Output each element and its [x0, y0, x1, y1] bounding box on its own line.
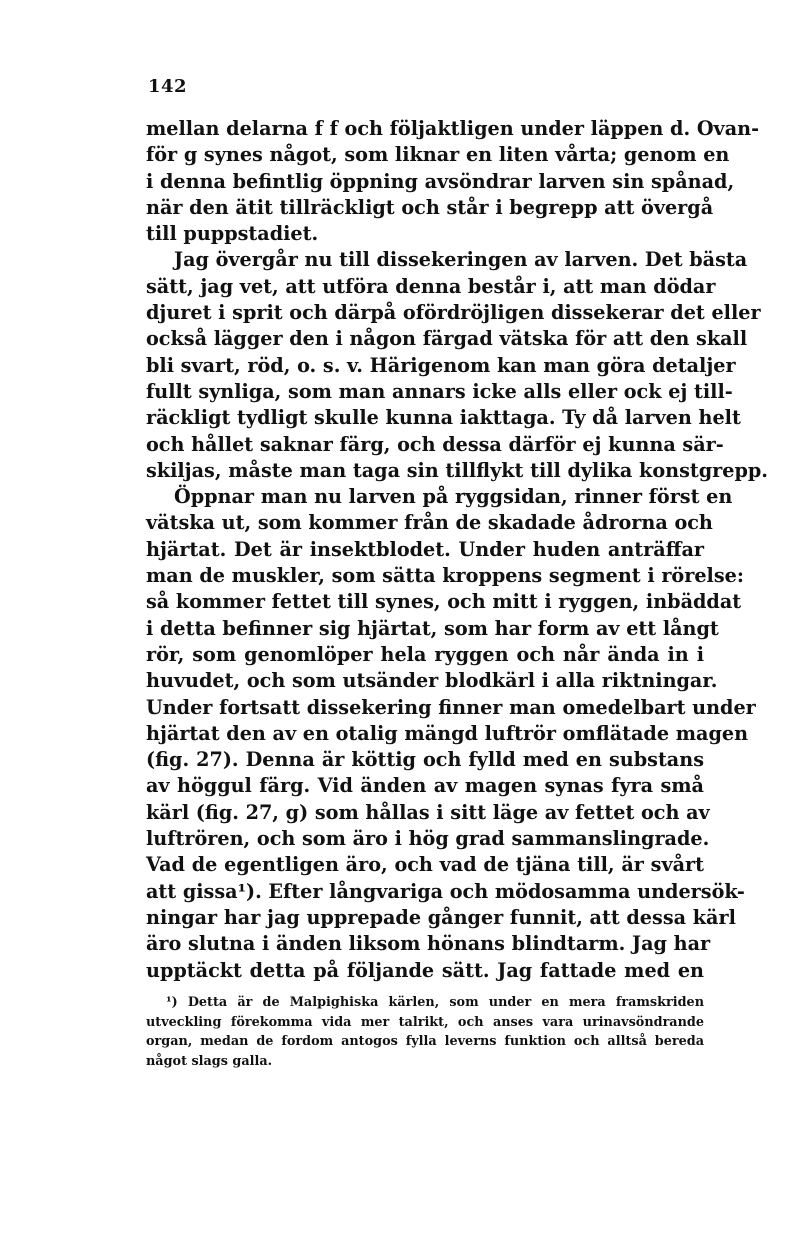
footnote-separator [146, 985, 704, 986]
text-line: skiljas, måste man taga sin tillflykt till dylika konstgrepp. [146, 458, 768, 482]
text-line: bli svart, röd, o. s. v. Härigenom kan man göra detaljer [146, 353, 736, 377]
text-line: Öppnar man nu larven på ryggsidan, rinner först en [174, 485, 733, 509]
text-line: Vad de egentligen äro, och vad de tjäna till, är svårt [146, 853, 704, 877]
text-line: (fig. 27). Denna är köttig och fylld med en substans [146, 748, 704, 772]
text-line: i denna befintlig öppning avsöndrar larven sin spånad, [146, 169, 735, 193]
text-line: ningar har jag upprepade gånger funnit, att dessa kärl [146, 905, 736, 929]
text-line: hjärtat den av en otalig mängd luftrör omflätade magen [146, 721, 749, 745]
text-line: Under fortsatt dissekering finner man omedelbart under [146, 695, 756, 719]
text-line: vätska ut, som kommer från de skadade ådrorna och [146, 511, 713, 535]
text-line: Jag övergår nu till dissekeringen av larven. Det bästa [174, 248, 748, 272]
text-line: av höggul färg. Vid änden av magen synas fyra små [146, 774, 704, 798]
text-line: kärl (fig. 27, g) som hållas i sitt läge av fettet och av [146, 800, 710, 824]
text-line: luftrören, och som äro i hög grad sammanslingrade. [146, 827, 710, 851]
text-line: när den ätit tillräckligt och står i begrepp att övergå [146, 195, 714, 219]
text-line: hjärtat. Det är insektblodet. Under huden anträffar [146, 537, 704, 561]
text-line: och hållet saknar färg, och dessa därför ej kunna sär- [146, 432, 724, 456]
footnote [146, 993, 704, 1071]
footnote-line: något slags galla. [146, 1053, 273, 1069]
body-text [146, 116, 768, 984]
text-line: räckligt tydligt skulle kunna iakttaga. Ty då larven helt [146, 406, 741, 430]
text-line: att gissa¹). Efter långvariga och mödosamma undersök- [146, 879, 745, 903]
footnote-line: utveckling förekomma vida mer talrikt, och anses vara urinavsöndrande [146, 1014, 704, 1030]
footnote-line: organ, medan de fordom antogos fylla leverns funktion och alltså bereda [146, 1034, 704, 1049]
text-line: äro slutna i änden liksom hönans blindtarm. Jag har [146, 932, 711, 956]
text-line: djuret i sprit och därpå ofördröjligen dissekerar det eller [146, 301, 761, 325]
text-line: sätt, jag vet, att utföra denna består i, att man dödar [146, 274, 716, 298]
text-line: man de muskler, som sätta kroppens segment i rörelse: [146, 564, 744, 588]
text-line: upptäckt detta på följande sätt. Jag fattade med en [146, 958, 704, 982]
text-line: mellan delarna f f och följaktligen under läppen d. Ovan- [146, 117, 760, 140]
text-line: så kommer fettet till synes, och mitt i ryggen, inbäddat [146, 590, 742, 614]
text-line: till puppstadiet. [146, 222, 319, 246]
footnote-line: ¹) Detta är de Malpighiska kärlen, som under en mera framskriden [166, 995, 704, 1010]
text-line: huvudet, och som utsänder blodkärl i alla riktningar. [146, 669, 718, 693]
text-line: för g synes något, som liknar en liten vårta; genom en [146, 143, 730, 167]
text-line: rör, som genomlöper hela ryggen och når ända in i [146, 642, 704, 666]
text-line: fullt synliga, som man annars icke alls eller ock ej till- [146, 379, 733, 403]
text-line: också lägger den i någon färgad vätska för att den skall [146, 327, 748, 351]
text-line: i detta befinner sig hjärtat, som har form av ett långt [146, 616, 719, 640]
page-number: 142 [148, 76, 188, 97]
